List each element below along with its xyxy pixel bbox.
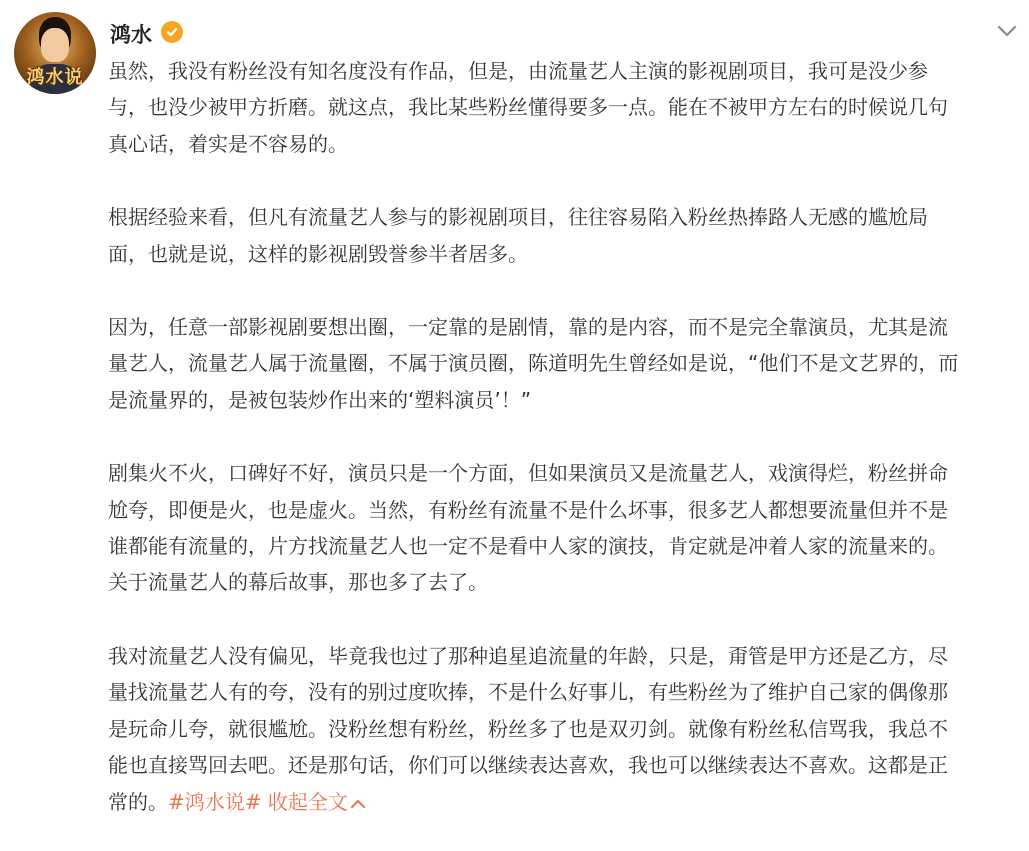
chevron-down-icon[interactable] bbox=[996, 22, 1018, 40]
hashtag-link[interactable]: #鸿水说# bbox=[168, 789, 262, 814]
post-paragraph-last bbox=[108, 638, 1020, 821]
collapse-button[interactable] bbox=[268, 790, 366, 814]
chevron-up-icon bbox=[350, 785, 366, 821]
author-avatar[interactable] bbox=[14, 12, 96, 94]
post-paragraph: 因为，任意一部影视剧要想出圈，一定靠的是剧情，靠的是内容，而不是完全靠演员，尤其是流 量艺人，流量艺人属于流量圈，不属于演员圈，陈道明先生曾经如是说，“他们不是文艺界的，而 是流量界的，是被包装炒作出来的‘塑料演员’！” bbox=[108, 315, 959, 412]
author-name[interactable]: 鸿水 bbox=[110, 23, 152, 47]
avatar-face bbox=[41, 28, 69, 62]
post-paragraph: 剧集火不火，口碑好不好，演员只是一个方面，但如果演员又是流量艺人，戏演得烂，粉丝拼命 尬夸，即便是火，也是虚火。当然，有粉丝有流量不是什么坏事，很多艺人都想要流量但并不是 谁都能有流量的，片方找流量艺人也一定不是看中人家的演技，肯定就是冲着人家的流量来的。 关于流量艺人的幕后故事，那也多了去了。 bbox=[108, 461, 948, 595]
post-paragraph-text: 我对流量艺人没有偏见，毕竟我也过了那种追星追流量的年龄，只是，甭管是甲方还是乙方，尽 量找流量艺人有的夸，没有的别过度吹捧，不是什么好事儿，有些粉丝为了维护自己家的偶像那 是玩命儿夸，就很尴尬。没粉丝想有粉丝，粉丝多了也是双刃剑。就像有粉丝私信骂我，我总不 能也直接骂回去吧。还是那句话，你们可以继续表达喜欢，我也可以继续表达不喜欢。这都是正 常的。 bbox=[108, 643, 948, 814]
post-paragraph: 虽然，我没有粉丝没有知名度没有作品，但是，由流量艺人主演的影视剧项目，我可是没少参 与，也没少被甲方折磨。就这点，我比某些粉丝懂得要多一点。能在不被甲方左右的时候说几句 真心话，着实是不容易的。 bbox=[108, 59, 948, 156]
post-content bbox=[108, 53, 1020, 821]
avatar-logo-text: 鸿水说 bbox=[26, 67, 84, 88]
verified-badge-icon bbox=[161, 21, 183, 43]
collapse-label: 收起全文 bbox=[267, 789, 348, 814]
post-paragraph: 根据经验来看，但凡有流量艺人参与的影视剧项目，往往容易陷入粉丝热捧路人无感的尴尬局 面，也就是说，这样的影视剧毁誉参半者居多。 bbox=[108, 205, 928, 266]
